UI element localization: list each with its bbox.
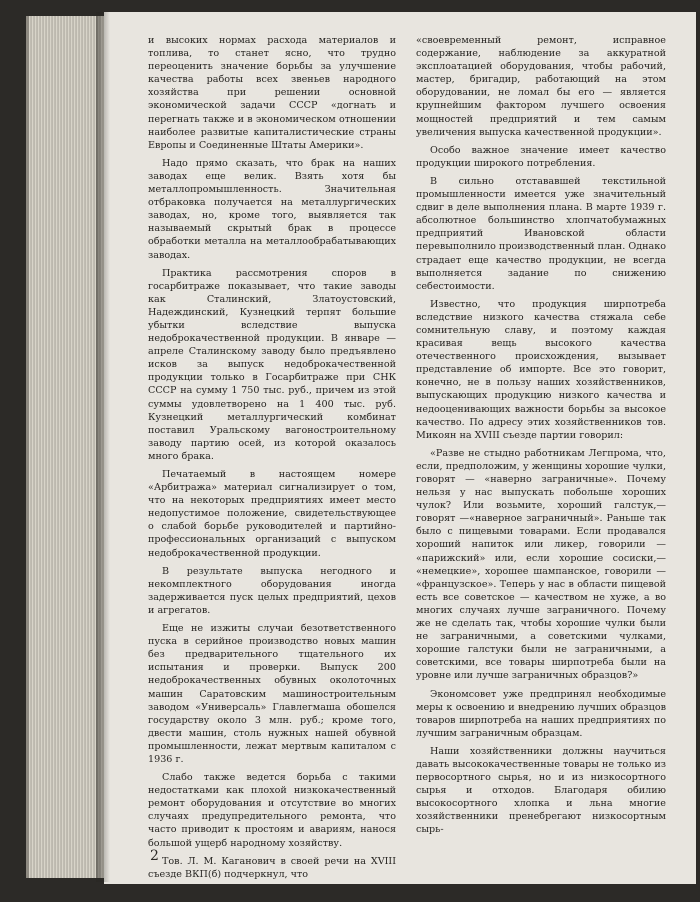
paragraph: Печатаемый в настоящем номере «Арбитража» материал сигнализирует о том, что на некоторых предприятиях имеет место недопустимое положение, свидетельствующее о слабой борьбе руководителей и партийно-профессиональных организаций с выпуском недоброкачественной продукции. xyxy=(148,469,396,559)
book-page xyxy=(104,12,696,884)
left-column xyxy=(148,34,396,886)
paragraph: Особо важное значение имеет качество продукции широкого потребления. xyxy=(416,144,666,169)
paragraph: В сильно отстававшей текстильной промышленности имеется уже значительный сдвиг в деле выполнения плана. В марте 1939 г. абсолютное большинство хлопчатобумажных предприятий Ивановской области перевыполнило производственный план. Однако страдает еще качество продукции, не всегда выполняется задание по снижению себестоимости. xyxy=(416,175,666,292)
page-number: 2 xyxy=(150,848,159,864)
right-column xyxy=(416,34,666,842)
paragraph: «Разве не стыдно работникам Легпрома, что, если, предположим, у женщины хорошие чулки, говорят — «наверно заграничные». Почему нельзя у нас выпускать побольше хороших чулок? Или возьмите, хороший галстук,— говорят —«наверное заграничный». Раньше так было с пищевыми товарами. Если продавался хороший напиток или ликер, говорили — «парижский» или, если хорошие сосиски,— «немецкие», хорошее шампанское, говорили — «французское». Теперь у нас в области пищевой есть все советское — качеством не хуже, а во многих случаях лучше заграничного. Почему же не сделать так, чтобы хорошие чулки были не заграничными, а советскими чулками, хорошие галстуки были не заграничными, а советскими, все товары ширпотреба были на уровне или лучше заграничных образцов?» xyxy=(416,447,666,682)
paragraph: Экономсовет уже предпринял необходимые меры к освоению и внедрению лучших образцов товаров ширпотреба на наших предприятиях по лучшим заграничным образцам. xyxy=(416,688,666,739)
paragraph: Еще не изжиты случаи безответственного пуска в серийное производство новых машин без предварительного тщательного их испытания и проверки. Выпуск 200 недоброкачественных обувных околоточных машин Саратовским машиностроительным заводом «Универсаль» Главлегмаша обошелся государству около 3 млн. руб.; кроме того, двести машин, столь нужных нашей обувной промышленности, лежат мертвым капиталом с 1936 г. xyxy=(148,623,396,765)
paragraph: Наши хозяйственники должны научиться давать высококачественные товары не только из первосортного сырья, но и из низкосортного сырья и отходов. Благодаря обилию высокосортного хлопка и льна многие хозяйственники пренебрегают низкосортным сырь- xyxy=(416,745,666,836)
paragraph: Слабо также ведется борьба с такими недостатками как плохой низкокачественный ремонт оборудования и отсутствие во многих случаях предупредительного ремонта, что часто приводит к простоям и авариям, нанося большой ущерб народному хозяйству. xyxy=(148,772,396,849)
spine-shadow xyxy=(96,12,110,882)
paragraph: Тов. Л. М. Каганович в своей речи на XVIII съезде ВКП(б) подчеркнул, что xyxy=(148,855,396,880)
paragraph: В результате выпуска негодного и некомплектного оборудования иногда задерживается пуск целых предприятий, цехов и агрегатов. xyxy=(148,565,396,616)
paragraph: Практика рассмотрения споров в госарбитраже показывает, что такие заводы как Сталинский, Златоустовский, Надеждинский, Кузнецкий терпят большие убытки вследствие выпуска недоброкачественной продукции. В январе — апреле Сталинскому заводу было предъявлено исков за выпуск недоброкачественной продукции только в Госарбитраже при СНК СССР на сумму 1 750 тыс. руб., причем из этой суммы удовлетворено на 1 400 тыс. руб. Кузнецкий металлургический комбинат поставил Уральскому вагоностроительному заводу партию осей, из которой оказалось много брака. xyxy=(148,267,396,462)
paragraph: и высоких нормах расхода материалов и топлива, то станет ясно, что трудно переоценить значение борьбы за улучшение качества работы всех звеньев народного хозяйства при решении основной экономической задачи СССР «догнать и перегнать также и в экономическом отношении наиболее развитые капиталистические страны Европы и Соединенные Штаты Америки». xyxy=(148,35,396,151)
paragraph: «своевременный ремонт, исправное содержание, наблюдение за аккуратной эксплоатацией оборудования, чтобы рабочий, мастер, бригадир, работающий на этом оборудовании, не ломал бы его — является крупнейшим фактором лучшего освоения мощностей предприятий и тем самым увеличения выпуска качественной продукции». xyxy=(416,35,666,138)
paragraph: Надо прямо сказать, что брак на наших заводах еще велик. Взять хотя бы металлопромышленность. Значительная отбраковка получается на металлургических заводах, но, кроме того, выявляется так называемый скрытый брак в процессе обработки металла на металлообрабатывающих заводах. xyxy=(148,157,396,261)
paragraph: Известно, что продукция ширпотреба вследствие низкого качества стяжала себе сомнительную славу, и поэтому каждая красивая вещь высокого качества отечественного происхождения, вызывает представление об импорте. Все это говорит, конечно, не в пользу наших хозяйственников, выпускающих продукцию низкого качества и недооценивающих важности борьбы за высокое качество. По адресу этих хозяйственников тов. Микоян на XVIII съезде партии говорил: xyxy=(416,298,666,441)
